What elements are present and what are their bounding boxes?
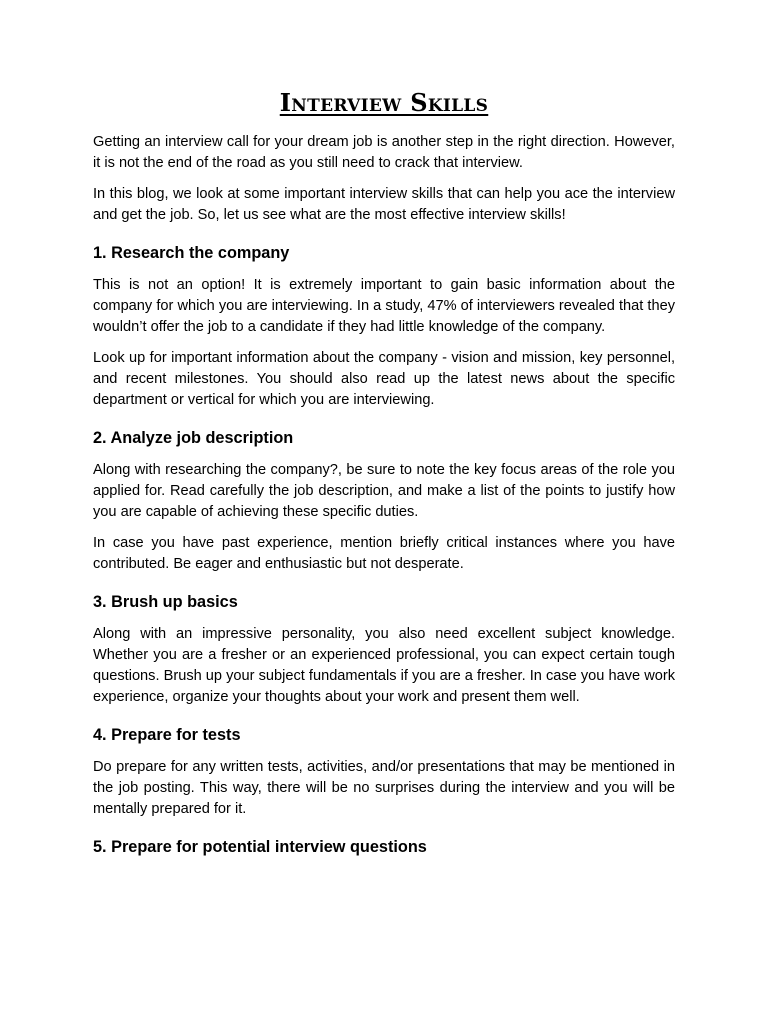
section-heading-tests: 4. Prepare for tests	[93, 726, 241, 744]
document-page	[93, 86, 675, 869]
intro-paragraph-2: In this blog, we look at some important interview skills that can help you ace the interview and get the job. So, let us see what are the most effective interview skills!	[93, 186, 675, 223]
research-paragraph-1: This is not an option! It is extremely important to gain basic information about the company for which you are interviewing. In a study, 47% of interviewers revealed that they wouldn’t offer the job to a candidate if they had little knowledge of the company.	[93, 277, 675, 335]
job-description-paragraph-2: In case you have past experience, mention briefly critical instances where you have contributed. Be eager and enthusiastic but not desperate.	[93, 535, 675, 572]
job-description-paragraph-1: Along with researching the company?, be sure to note the key focus areas of the role you applied for. Read carefully the job description, and make a list of the points to justify how you are capable of achieving these specific duties.	[93, 462, 675, 520]
section-heading-research: 1. Research the company	[93, 244, 290, 262]
section-heading-job-description: 2. Analyze job description	[93, 429, 294, 447]
section-heading-interview-questions: 5. Prepare for potential interview questions	[93, 838, 427, 856]
intro-paragraph-1: Getting an interview call for your dream job is another step in the right direction. However, it is not the end of the road as you still need to crack that interview.	[93, 134, 675, 171]
section-heading-basics: 3. Brush up basics	[93, 593, 238, 611]
research-paragraph-2: Look up for important information about the company - vision and mission, key personnel, and recent milestones. You should also read up the latest news about the specific department or vertical for which you are interviewing.	[93, 350, 675, 408]
tests-paragraph-1: Do prepare for any written tests, activities, and/or presentations that may be mentioned in the job posting. This way, there will be no surprises during the interview and you will be mentally prepared for it.	[93, 759, 675, 817]
basics-paragraph-1: Along with an impressive personality, you also need excellent subject knowledge. Whether you are a fresher or an experienced professional, you can expect certain tough questions. Brush up your subject fundamentals if you are a fresher. In case you have work experience, organize your thoughts about your work and present them well.	[93, 626, 675, 705]
document-title: Interview Skills	[279, 88, 489, 117]
